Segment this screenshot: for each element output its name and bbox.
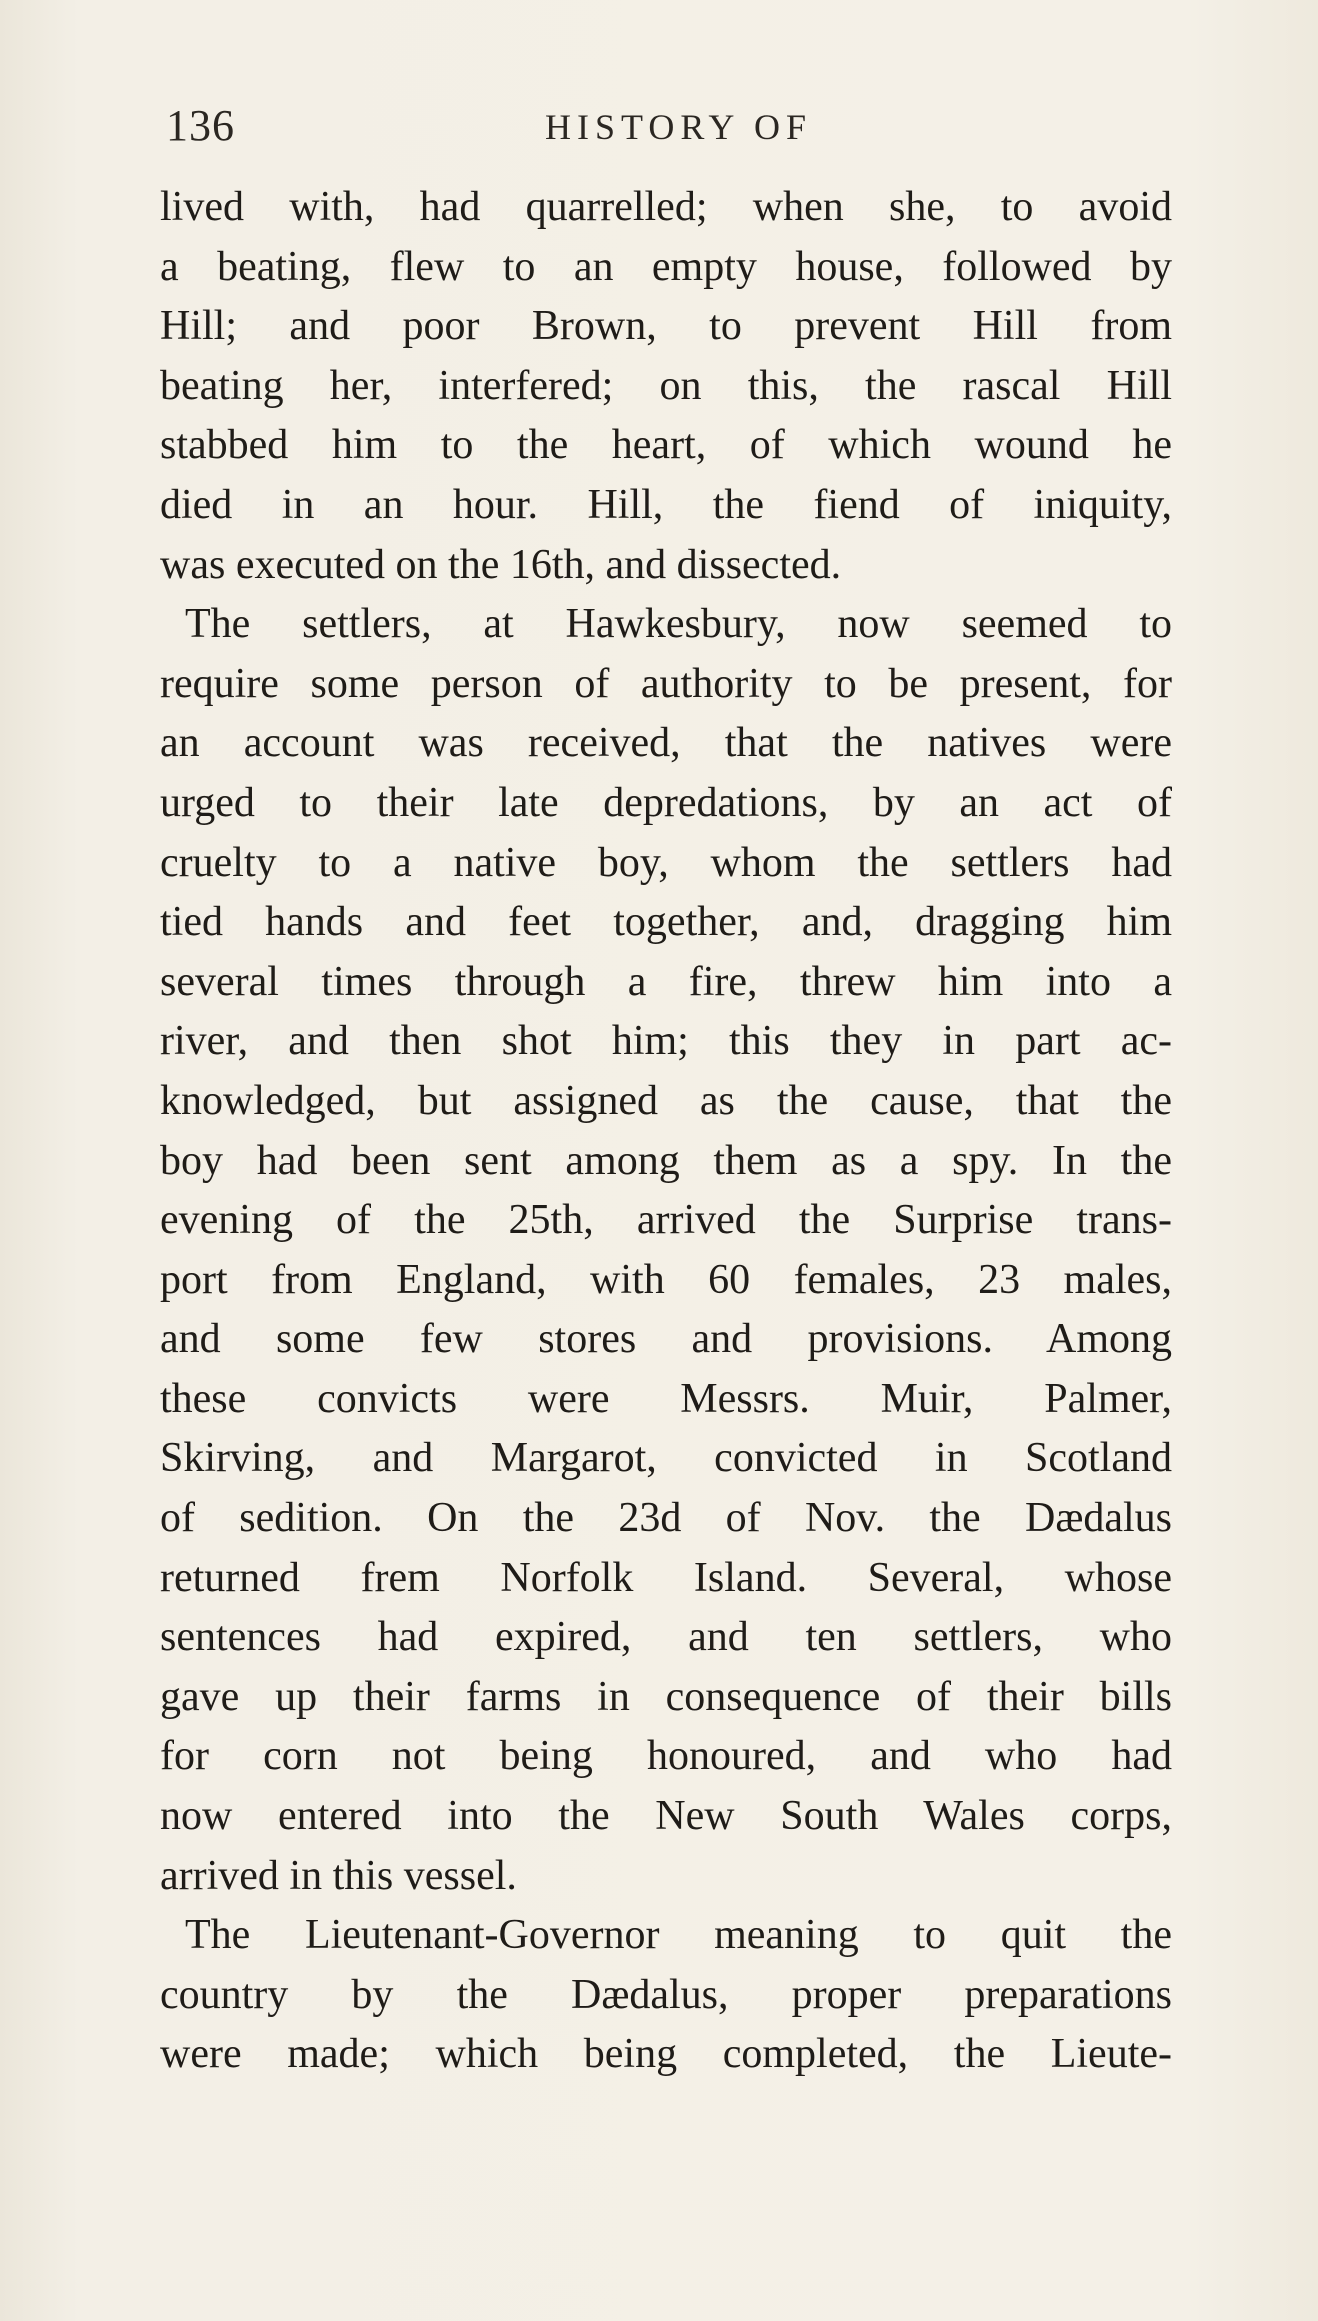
text-line: died in an hour. Hill, the fiend of iniquity,: [160, 481, 1172, 528]
text-line: Skirving, and Margarot, convicted in Scotland: [160, 1435, 1172, 1482]
text-line: require some person of authority to be present, for: [160, 660, 1172, 707]
text-line: The settlers, at Hawkesbury, now seemed to: [185, 601, 1172, 648]
text-line: an account was received, that the natives were: [160, 720, 1172, 767]
text-line: beating her, interfered; on this, the rascal Hill: [160, 362, 1172, 409]
text-line: knowledged, but assigned as the cause, that the: [160, 1077, 1172, 1124]
page-number: 136: [166, 101, 235, 150]
text-line: several times through a fire, threw him into a: [160, 958, 1172, 1005]
text-line: cruelty to a native boy, whom the settlers had: [160, 839, 1172, 886]
body-text: [160, 178, 1172, 2085]
text-line: and some few stores and provisions. Among: [160, 1316, 1172, 1363]
text-line: were made; which being completed, the Lieute-: [160, 2031, 1172, 2078]
text-line: The Lieutenant-Governor meaning to quit the: [185, 1912, 1172, 1959]
text-line: gave up their farms in consequence of their bills: [160, 1673, 1172, 1720]
text-line: sentences had expired, and ten settlers, who: [160, 1614, 1172, 1661]
text-line: these convicts were Messrs. Muir, Palmer,: [160, 1375, 1172, 1422]
text-line: urged to their late depredations, by an act of: [160, 779, 1172, 826]
text-line: now entered into the New South Wales corps,: [160, 1793, 1172, 1840]
text-line: country by the Dædalus, proper preparations: [160, 1971, 1172, 2018]
text-line: port from England, with 60 females, 23 males,: [160, 1256, 1172, 1303]
running-title: HISTORY OF: [545, 107, 813, 147]
text-line: boy had been sent among them as a spy. In the: [160, 1137, 1172, 1184]
text-line: Hill; and poor Brown, to prevent Hill from: [160, 303, 1172, 350]
text-line: returned frem Norfolk Island. Several, whose: [160, 1554, 1172, 1601]
text-line: river, and then shot him; this they in part ac-: [160, 1018, 1172, 1065]
text-line: of sedition. On the 23d of Nov. the Dædalus: [160, 1495, 1172, 1542]
text-line: a beating, flew to an empty house, followed by: [160, 243, 1172, 290]
text-line: evening of the 25th, arrived the Surprise trans-: [160, 1197, 1172, 1244]
text-line: lived with, had quarrelled; when she, to avoid: [160, 184, 1172, 230]
text-line: was executed on the 16th, and dissected.: [160, 541, 842, 588]
running-head: [160, 100, 1190, 160]
text-line: arrived in this vessel.: [160, 1852, 517, 1899]
text-line: tied hands and feet together, and, dragging him: [160, 899, 1172, 946]
text-line: for corn not being honoured, and who had: [160, 1733, 1172, 1780]
text-line: stabbed him to the heart, of which wound he: [160, 422, 1172, 469]
